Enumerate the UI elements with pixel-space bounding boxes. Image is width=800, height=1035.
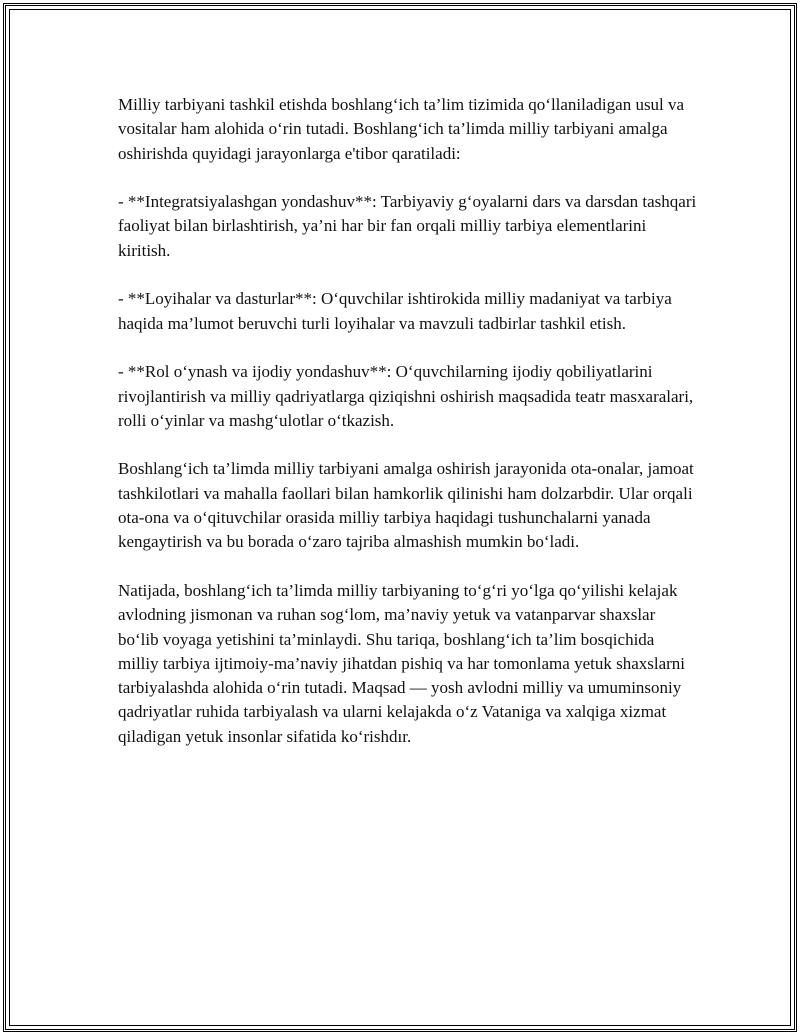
paragraph-cooperation: Boshlang‘ich ta’limda milliy tarbiyani amalga oshirish jarayonida ota-onalar, jamoat tashkilotlari va mahalla faollari bilan hamkorlik qilinishi ham dolzarbdir. Ular orqali ota-ona va o‘qituvchilar orasida milliy tarbiya haqidagi tushunchalarni yanada kengaytirish va bu borada o‘zaro tajriba almashish mumkin bo‘ladi. [118,459,694,552]
paragraph-roleplay: - **Rol o‘ynash va ijodiy yondashuv**: O‘quvchilarning ijodiy qobiliyatlarini rivojlantirish va milliy qadriyatlarga qiziqishni oshirish maqsadida teatr masxaralari, rolli o‘yinlar va mashg‘ulotlar o‘tkazish. [118,362,694,430]
paragraph-intro: Milliy tarbiyani tashkil etishda boshlang‘ich ta’lim tizimida qo‘llaniladigan usul va vositalar ham alohida o‘rin tutadi. Boshlang‘ich ta’limda milliy tarbiyani amalga oshirishda quyidagi jarayonlarga e'tibor qaratiladi: [118,95,685,163]
document-body [118,93,698,773]
paragraph-integration: - **Integratsiyalashgan yondashuv**: Tarbiyaviy g‘oyalarni dars va darsdan tashqari faoliyat bilan birlashtirish, ya’ni har bir fan orqali milliy tarbiya elementlarini kiritish. [118,192,697,260]
paragraph-projects: - **Loyihalar va dasturlar**: O‘quvchilar ishtirokida milliy madaniyat va tarbiya haqida ma’lumot beruvchi turli loyihalar va mavzuli tadbirlar tashkil etish. [118,289,672,333]
paragraph-conclusion: Natijada, boshlang‘ich ta’limda milliy tarbiyaning to‘g‘ri yo‘lga qo‘yilishi kelajak avlodning jismonan va ruhan sog‘lom, ma’naviy yetuk va vatanparvar shaxslar bo‘lib voyaga yetishini ta’minlaydi. Shu tariqa, boshlang‘ich ta’lim bosqichida milliy tarbiya ijtimoiy-ma’naviy jihatdan pishiq va har tomonlama yetuk shaxslarni tarbiyalashda alohida o‘rin tutadi. Maqsad — yosh avlodni milliy va umuminsoniy qadriyatlar ruhida tarbiyalash va ularni kelajakda o‘z Vataniga va xalqiga xizmat qiladigan yetuk insonlar sifatida ko‘rishdır. [118,580,686,746]
